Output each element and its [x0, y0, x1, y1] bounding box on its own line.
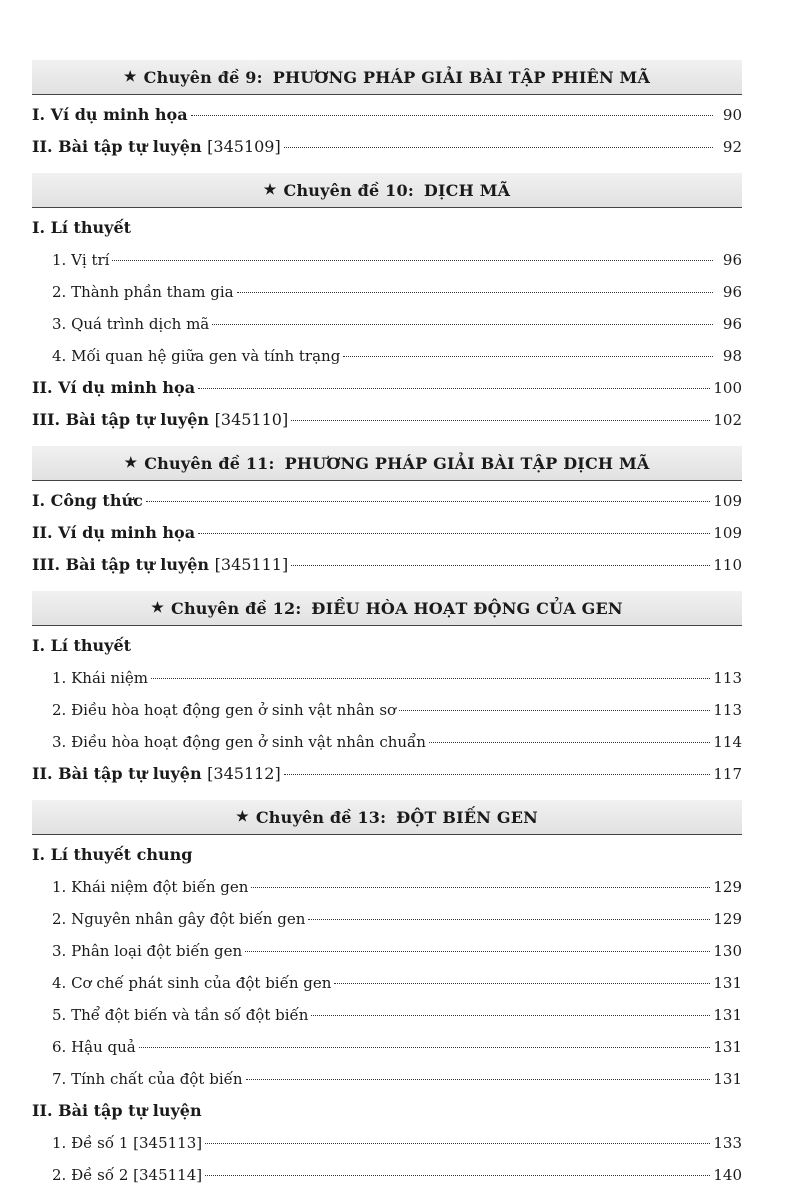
toc-item-row[interactable]	[32, 1063, 742, 1095]
dot-leader	[191, 115, 713, 116]
section-code: [345109]	[207, 137, 281, 156]
toc-item-row[interactable]	[32, 694, 742, 726]
page-number: 113	[713, 669, 742, 687]
section-heading: II. Bài tập tự luyện	[32, 1101, 202, 1120]
dot-leader	[151, 678, 710, 679]
chapter-sections	[32, 212, 742, 436]
page-number: 117	[713, 765, 742, 783]
section-title-text: II. Ví dụ minh họa	[32, 378, 196, 397]
section-title	[32, 131, 281, 163]
item-title: 6. Hậu quả	[52, 1038, 136, 1056]
page-number: 90	[722, 106, 742, 124]
toc-item-row[interactable]	[32, 340, 742, 372]
toc-item-row[interactable]	[32, 1031, 742, 1063]
item-title: 5. Thể đột biến và tần số đột biến	[52, 1006, 309, 1024]
item-title: 3. Phân loại đột biến gen	[52, 942, 243, 960]
item-title: 1. Đề số 1 [345113]	[52, 1134, 203, 1152]
dot-leader	[291, 565, 710, 566]
item-title: 1. Vị trí	[52, 251, 110, 269]
dot-leader	[399, 710, 710, 711]
dot-leader	[237, 292, 713, 293]
page-number: 109	[713, 492, 742, 510]
star-icon: ★	[123, 69, 137, 85]
star-icon: ★	[263, 182, 277, 198]
section-code: [345110]	[214, 410, 289, 429]
chapter-header	[32, 173, 742, 208]
dot-leader	[112, 260, 713, 261]
chapter-title: PHƯƠNG PHÁP GIẢI BÀI TẬP DỊCH MÃ	[284, 453, 650, 473]
page-number: 113	[713, 701, 742, 719]
chapter-sections	[32, 485, 742, 581]
dot-leader	[311, 1015, 710, 1016]
page-number: 96	[722, 251, 742, 269]
page-number: 129	[713, 910, 742, 928]
page-number: 129	[713, 878, 742, 896]
dot-leader	[284, 774, 711, 775]
dot-leader	[291, 420, 710, 421]
dot-leader	[251, 887, 710, 888]
section-heading: I. Lí thuyết	[32, 636, 132, 655]
section-heading: I. Lí thuyết	[32, 218, 132, 237]
dot-leader	[245, 951, 710, 952]
page-number: 109	[713, 524, 742, 542]
section-title-text: II. Ví dụ minh họa	[32, 523, 196, 542]
page-number: 131	[713, 1006, 742, 1024]
dot-leader	[284, 147, 713, 148]
item-title: 1. Khái niệm đột biến gen	[52, 878, 249, 896]
toc-item-row[interactable]	[32, 244, 742, 276]
section-title-text: II. Bài tập tự luyện	[32, 764, 202, 783]
page-number: 98	[722, 347, 742, 365]
section-title	[32, 372, 195, 404]
star-icon: ★	[236, 809, 249, 825]
dot-leader	[343, 356, 713, 357]
page-number: 100	[713, 379, 742, 397]
section-title	[32, 485, 143, 517]
section-title-text: III. Bài tập tự luyện	[32, 555, 210, 574]
toc-item-row[interactable]	[32, 662, 742, 694]
item-title: 3. Điều hòa hoạt động gen ở sinh vật nhân chuẩn	[52, 733, 426, 751]
toc-section-row[interactable]	[32, 517, 742, 549]
page-number: 92	[722, 138, 742, 156]
dot-leader	[205, 1175, 710, 1176]
section-title-text: I. Ví dụ minh họa	[32, 105, 188, 124]
item-title: 2. Nguyên nhân gây đột biến gen	[52, 910, 306, 928]
dot-leader	[212, 324, 713, 325]
chapter-sections	[32, 99, 742, 163]
section-code: [345112]	[207, 764, 281, 783]
section-title-text: II. Bài tập tự luyện	[32, 137, 202, 156]
toc-section-row[interactable]	[32, 99, 742, 131]
chapter-title: ĐỘT BIẾN GEN	[396, 807, 538, 827]
dot-leader	[139, 1047, 711, 1048]
page-number: 133	[713, 1134, 742, 1152]
page-number: 131	[713, 1070, 742, 1088]
dot-leader	[246, 1079, 711, 1080]
toc-item-row[interactable]	[32, 871, 742, 903]
page-number: 131	[713, 974, 742, 992]
dot-leader	[308, 919, 710, 920]
chapter-label: Chuyên đề 9:	[143, 67, 263, 87]
toc-item-row[interactable]	[32, 308, 742, 340]
item-title: 2. Thành phần tham gia	[52, 283, 234, 301]
toc-section-row[interactable]	[32, 131, 742, 163]
dot-leader	[146, 501, 711, 502]
item-title: 3. Quá trình dịch mã	[52, 315, 210, 333]
dot-leader	[205, 1143, 710, 1144]
section-title	[32, 404, 288, 436]
section-title	[32, 758, 281, 790]
chapter-title: PHƯƠNG PHÁP GIẢI BÀI TẬP PHIÊN MÃ	[272, 67, 651, 87]
chapter-header	[32, 800, 742, 835]
page-number: 114	[713, 733, 742, 751]
item-title: 1. Khái niệm	[52, 669, 149, 687]
toc-section-row[interactable]	[32, 485, 742, 517]
chapter-title: ĐIỀU HÒA HOẠT ĐỘNG CỦA GEN	[311, 598, 623, 618]
chapter-header	[32, 446, 742, 481]
toc-section-row[interactable]	[32, 758, 742, 790]
toc-item-row[interactable]	[32, 967, 742, 999]
table-of-contents	[32, 60, 742, 1201]
page-number: 96	[722, 315, 742, 333]
section-title	[32, 549, 288, 581]
toc-item-row[interactable]	[32, 935, 742, 967]
chapter-label: Chuyên đề 11:	[144, 453, 275, 473]
page-number: 110	[713, 556, 742, 574]
toc-item-row[interactable]	[32, 999, 742, 1031]
toc-section-row[interactable]	[32, 404, 742, 436]
chapter-label: Chuyên đề 12:	[171, 598, 302, 618]
toc-item-row[interactable]	[32, 903, 742, 935]
section-title-text: III. Bài tập tự luyện	[32, 410, 210, 429]
chapter-label: Chuyên đề 10:	[283, 180, 414, 200]
dot-leader	[334, 983, 710, 984]
toc-item-row[interactable]	[32, 726, 742, 758]
chapter-title: DỊCH MÃ	[423, 180, 511, 200]
item-title: 4. Mối quan hệ giữa gen và tính trạng	[52, 347, 341, 365]
chapter-sections	[32, 630, 742, 790]
chapter-header	[32, 591, 742, 626]
dot-leader	[429, 742, 710, 743]
item-title: 7. Tính chất của đột biến	[52, 1070, 243, 1088]
page-number: 140	[713, 1166, 742, 1184]
toc-item-row[interactable]	[32, 1159, 742, 1191]
star-icon: ★	[151, 600, 165, 616]
chapter-sections	[32, 839, 742, 1191]
chapter-header	[32, 60, 742, 95]
toc-section-row[interactable]	[32, 549, 742, 581]
page-number: 130	[713, 942, 742, 960]
item-title: 2. Điều hòa hoạt động gen ở sinh vật nhân sơ	[52, 701, 397, 719]
page-number: 131	[713, 1038, 742, 1056]
item-title: 4. Cơ chế phát sinh của đột biến gen	[52, 974, 332, 992]
dot-leader	[198, 388, 710, 389]
section-title	[32, 99, 188, 131]
toc-section-row[interactable]	[32, 372, 742, 404]
dot-leader	[198, 533, 710, 534]
page-number: 102	[713, 411, 742, 429]
toc-item-row[interactable]	[32, 276, 742, 308]
section-title-text: I. Công thức	[32, 491, 143, 510]
item-title: 2. Đề số 2 [345114]	[52, 1166, 203, 1184]
section-code: [345111]	[214, 555, 289, 574]
star-icon: ★	[124, 455, 138, 471]
chapter-label: Chuyên đề 13:	[255, 807, 387, 827]
section-title	[32, 517, 195, 549]
section-heading: I. Lí thuyết chung	[32, 845, 193, 864]
page-number: 96	[722, 283, 742, 301]
toc-item-row[interactable]	[32, 1127, 742, 1159]
